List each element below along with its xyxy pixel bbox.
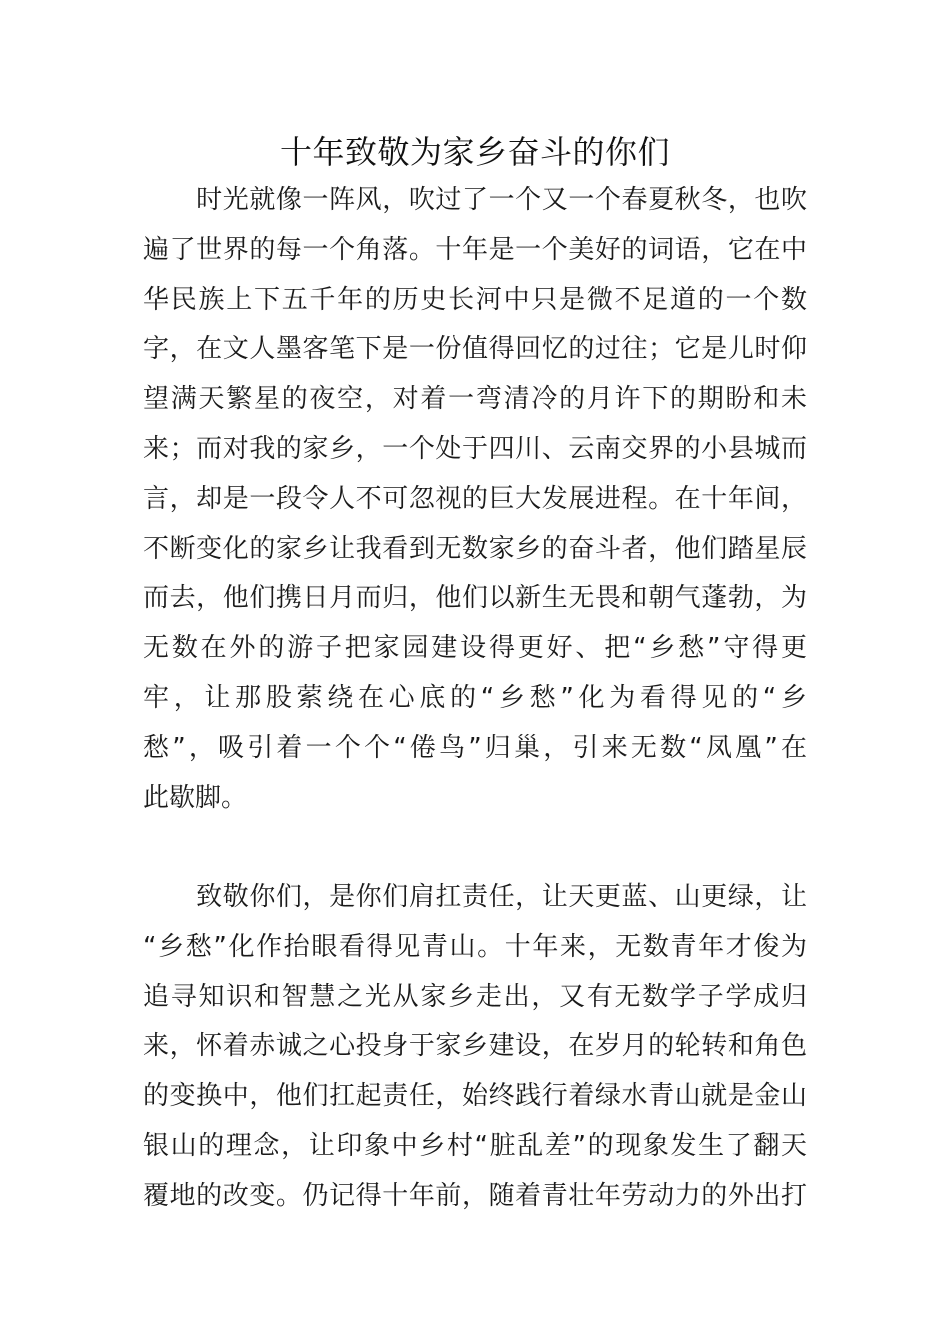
paragraph-line: 遍了世界的每一个角落。十年是一个美好的词语，它在中 <box>143 234 807 265</box>
paragraph-line: 银山的理念，让印象中乡村“脏乱差”的现象发生了翻天 <box>143 1130 807 1161</box>
paragraph-line: 时光就像一阵风，吹过了一个又一个春夏秋冬，也吹 <box>143 185 807 215</box>
paragraph-line: 追寻知识和智慧之光从家乡走出，又有无数学子学成归 <box>143 981 807 1012</box>
paragraph-line: 来；而对我的家乡，一个处于四川、云南交界的小县城而 <box>143 433 807 464</box>
paragraph-1 <box>143 176 807 823</box>
paragraph-line: 言，却是一段令人不可忽视的巨大发展进程。在十年间， <box>143 483 807 514</box>
paragraph-line: 的变换中，他们扛起责任，始终践行着绿水青山就是金山 <box>143 1081 807 1112</box>
paragraph-line: 望满天繁星的夜空，对着一弯清冷的月许下的期盼和未 <box>143 384 807 415</box>
paragraph-line: 致敬你们，是你们肩扛责任，让天更蓝、山更绿，让 <box>143 882 807 912</box>
paragraph-line: 华民族上下五千年的历史长河中只是微不足道的一个数 <box>143 284 807 315</box>
paragraph-line: 此歇脚。 <box>143 782 248 813</box>
paragraph-line: 覆地的改变。仍记得十年前，随着青壮年劳动力的外出打 <box>143 1180 807 1211</box>
paragraph-line: 来，怀着赤诚之心投身于家乡建设，在岁月的轮转和角色 <box>143 1031 807 1062</box>
paragraph-line: 愁”，吸引着一个个“倦鸟”归巢，引来无数“凤凰”在 <box>143 732 807 763</box>
document-title: 十年致敬为家乡奋斗的你们 <box>279 133 670 171</box>
paragraph-line: “乡愁”化作抬眼看得见青山。十年来，无数青年才俊为 <box>143 931 807 962</box>
paragraph-line: 牢，让那股萦绕在心底的“乡愁”化为看得见的“乡 <box>143 682 807 713</box>
paragraph-line: 无数在外的游子把家园建设得更好、把“乡愁”守得更 <box>143 633 807 664</box>
paragraph-2 <box>143 873 807 1222</box>
paragraph-line: 不断变化的家乡让我看到无数家乡的奋斗者，他们踏星辰 <box>143 533 807 564</box>
paragraph-line: 字，在文人墨客笔下是一份值得回忆的过往；它是儿时仰 <box>143 334 807 365</box>
paragraph-line: 而去，他们携日月而归，他们以新生无畏和朝气蓬勃，为 <box>143 583 807 614</box>
